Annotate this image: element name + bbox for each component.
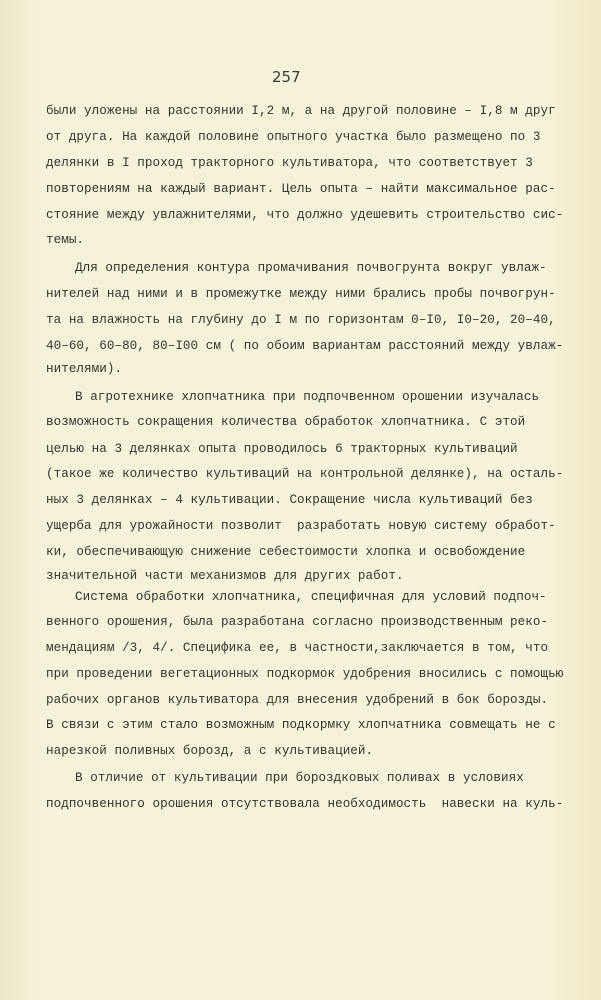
text-line: В агротехнике хлопчатника при подпочвенном орошении изучалась: [75, 390, 540, 404]
text-line: ки, обеспечивающую снижение себестоимости хлопка и освобождение: [46, 545, 526, 559]
text-line: повторениям на каждый вариант. Цель опыта – найти максимальное рас-: [46, 182, 556, 196]
text-line: венного орошения, была разработана согласно производственным реко-: [46, 615, 549, 629]
text-line: ных 3 делянках – 4 культивации. Сокращение числа культиваций без: [46, 493, 533, 507]
text-line: В отличие от культивации при бороздковых поливах в условиях: [75, 771, 524, 785]
text-line: 40–60, 60–80, 80–I00 см ( по обоим вариантам расстояний между увлаж-: [46, 339, 564, 353]
text-line: целью на 3 делянках опыта проводилось 6 тракторных культиваций: [46, 442, 518, 456]
text-line: мендациям /3, 4/. Специфика ее, в частности,заключается в том, что: [46, 641, 549, 655]
text-line: рабочих органов культиватора для внесения удобрений в бок борозды.: [46, 693, 549, 707]
text-line: делянки в I проход тракторного культиватора, что соответствует 3: [46, 156, 533, 170]
text-line: нарезкой поливных борозд, а с культивацией.: [46, 744, 374, 758]
text-line: В связи с этим стало возможным подкормку хлопчатника совмещать не с: [46, 718, 556, 732]
text-line: при проведении вегетационных подкормок удобрения вносились с помощью: [46, 667, 564, 681]
text-line: та на влажность на глубину до I м по горизонтам 0–I0, I0–20, 20–40,: [46, 313, 556, 327]
text-line: нителей над ними и в промежутке между ними брались пробы почвогрун-: [46, 287, 556, 301]
text-line: от друга. На каждой половине опытного участка было размещено по 3: [46, 130, 541, 144]
text-line: (такое же количество культиваций на контрольной делянке), на осталь-: [46, 467, 564, 481]
text-line: возможность сокращения количества обработок хлопчатника. С этой: [46, 415, 526, 429]
text-line: Для определения контура промачивания почвогрунта вокруг увлаж-: [75, 261, 547, 275]
text-line: Система обработки хлопчатника, специфичная для условий подпоч-: [75, 590, 547, 604]
text-line: темы.: [46, 233, 85, 247]
text-line: подпочвенного орошения отсутствовала необходимость навески на куль-: [46, 797, 564, 811]
text-line: стояние между увлажнителями, что должно удешевить строительство сис-: [46, 208, 564, 222]
page-number: 257: [272, 68, 301, 86]
text-line: нителями).: [46, 362, 123, 376]
text-line: значительной части механизмов для других работ.: [46, 569, 404, 583]
text-line: были уложены на расстоянии I,2 м, а на другой половине – I,8 м друг: [46, 104, 556, 118]
text-line: ущерба для урожайности позволит разработать новую систему обработ-: [46, 519, 556, 533]
